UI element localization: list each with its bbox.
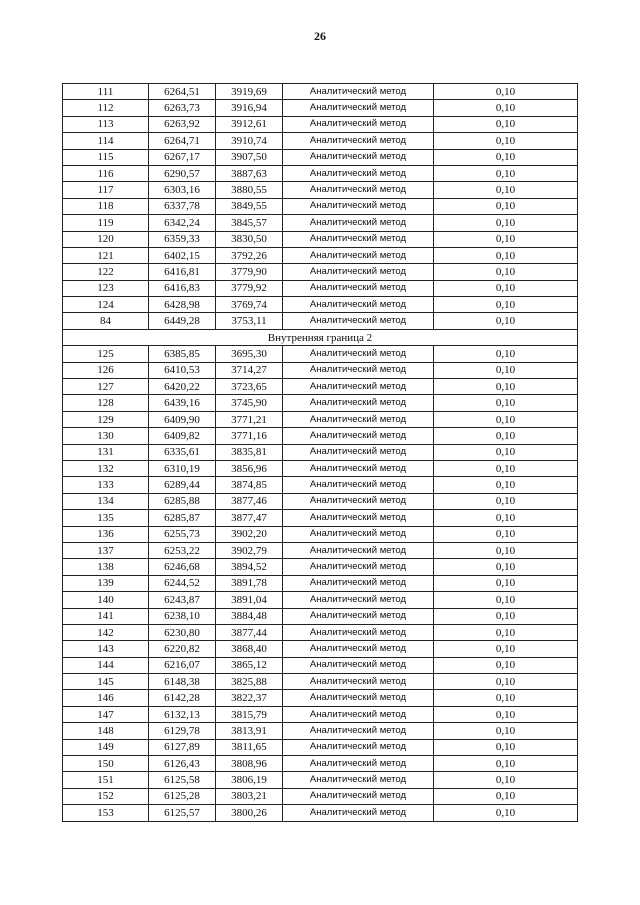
x-coordinate-cell: 6132,13 — [149, 706, 216, 722]
accuracy-cell: 0,10 — [434, 526, 578, 542]
x-coordinate-cell: 6126,43 — [149, 756, 216, 772]
accuracy-cell: 0,10 — [434, 674, 578, 690]
table-row — [63, 395, 578, 411]
point-number-cell: 148 — [63, 723, 149, 739]
x-coordinate-cell: 6230,80 — [149, 624, 216, 640]
table-row — [63, 297, 578, 313]
x-coordinate-cell: 6253,22 — [149, 542, 216, 558]
method-cell: Аналитический метод — [283, 100, 434, 116]
accuracy-cell: 0,10 — [434, 346, 578, 362]
coordinates-table — [62, 83, 578, 822]
method-cell: Аналитический метод — [283, 526, 434, 542]
x-coordinate-cell: 6263,73 — [149, 100, 216, 116]
y-coordinate-cell: 3822,37 — [216, 690, 283, 706]
table-row — [63, 723, 578, 739]
method-cell: Аналитический метод — [283, 182, 434, 198]
x-coordinate-cell: 6125,28 — [149, 788, 216, 804]
section-title: Внутренняя граница 2 — [63, 329, 578, 345]
point-number-cell: 136 — [63, 526, 149, 542]
y-coordinate-cell: 3902,20 — [216, 526, 283, 542]
table-row — [63, 313, 578, 329]
x-coordinate-cell: 6216,07 — [149, 657, 216, 673]
table-row — [63, 411, 578, 427]
accuracy-cell: 0,10 — [434, 477, 578, 493]
x-coordinate-cell: 6246,68 — [149, 559, 216, 575]
accuracy-cell: 0,10 — [434, 542, 578, 558]
point-number-cell: 130 — [63, 428, 149, 444]
accuracy-cell: 0,10 — [434, 592, 578, 608]
table-row — [63, 198, 578, 214]
y-coordinate-cell: 3887,63 — [216, 165, 283, 181]
y-coordinate-cell: 3912,61 — [216, 116, 283, 132]
accuracy-cell: 0,10 — [434, 641, 578, 657]
x-coordinate-cell: 6335,61 — [149, 444, 216, 460]
accuracy-cell: 0,10 — [434, 116, 578, 132]
point-number-cell: 118 — [63, 198, 149, 214]
accuracy-cell: 0,10 — [434, 444, 578, 460]
table-row — [63, 116, 578, 132]
method-cell: Аналитический метод — [283, 493, 434, 509]
x-coordinate-cell: 6244,52 — [149, 575, 216, 591]
table-row — [63, 428, 578, 444]
table-row — [63, 460, 578, 476]
method-cell: Аналитический метод — [283, 756, 434, 772]
point-number-cell: 142 — [63, 624, 149, 640]
method-cell: Аналитический метод — [283, 116, 434, 132]
x-coordinate-cell: 6449,28 — [149, 313, 216, 329]
accuracy-cell: 0,10 — [434, 198, 578, 214]
y-coordinate-cell: 3813,91 — [216, 723, 283, 739]
table-row — [63, 362, 578, 378]
point-number-cell: 151 — [63, 772, 149, 788]
x-coordinate-cell: 6125,57 — [149, 805, 216, 821]
point-number-cell: 111 — [63, 84, 149, 100]
table-row — [63, 477, 578, 493]
method-cell: Аналитический метод — [283, 411, 434, 427]
method-cell: Аналитический метод — [283, 477, 434, 493]
point-number-cell: 147 — [63, 706, 149, 722]
method-cell: Аналитический метод — [283, 165, 434, 181]
method-cell: Аналитический метод — [283, 559, 434, 575]
method-cell: Аналитический метод — [283, 395, 434, 411]
accuracy-cell: 0,10 — [434, 182, 578, 198]
x-coordinate-cell: 6129,78 — [149, 723, 216, 739]
accuracy-cell: 0,10 — [434, 706, 578, 722]
accuracy-cell: 0,10 — [434, 149, 578, 165]
table-row — [63, 559, 578, 575]
method-cell: Аналитический метод — [283, 624, 434, 640]
x-coordinate-cell: 6243,87 — [149, 592, 216, 608]
method-cell: Аналитический метод — [283, 149, 434, 165]
table-row — [63, 690, 578, 706]
y-coordinate-cell: 3803,21 — [216, 788, 283, 804]
x-coordinate-cell: 6359,33 — [149, 231, 216, 247]
method-cell: Аналитический метод — [283, 428, 434, 444]
y-coordinate-cell: 3800,26 — [216, 805, 283, 821]
y-coordinate-cell: 3806,19 — [216, 772, 283, 788]
y-coordinate-cell: 3910,74 — [216, 133, 283, 149]
accuracy-cell: 0,10 — [434, 395, 578, 411]
point-number-cell: 114 — [63, 133, 149, 149]
accuracy-cell: 0,10 — [434, 231, 578, 247]
point-number-cell: 149 — [63, 739, 149, 755]
method-cell: Аналитический метод — [283, 444, 434, 460]
page-number: 26 — [314, 29, 326, 43]
y-coordinate-cell: 3825,88 — [216, 674, 283, 690]
method-cell: Аналитический метод — [283, 657, 434, 673]
accuracy-cell: 0,10 — [434, 215, 578, 231]
method-cell: Аналитический метод — [283, 674, 434, 690]
method-cell: Аналитический метод — [283, 706, 434, 722]
point-number-cell: 135 — [63, 510, 149, 526]
y-coordinate-cell: 3779,90 — [216, 264, 283, 280]
y-coordinate-cell: 3919,69 — [216, 84, 283, 100]
x-coordinate-cell: 6263,92 — [149, 116, 216, 132]
accuracy-cell: 0,10 — [434, 510, 578, 526]
table-row — [63, 149, 578, 165]
point-number-cell: 137 — [63, 542, 149, 558]
accuracy-cell: 0,10 — [434, 690, 578, 706]
y-coordinate-cell: 3880,55 — [216, 182, 283, 198]
accuracy-cell: 0,10 — [434, 247, 578, 263]
point-number-cell: 132 — [63, 460, 149, 476]
x-coordinate-cell: 6410,53 — [149, 362, 216, 378]
y-coordinate-cell: 3714,27 — [216, 362, 283, 378]
point-number-cell: 119 — [63, 215, 149, 231]
accuracy-cell: 0,10 — [434, 772, 578, 788]
x-coordinate-cell: 6428,98 — [149, 297, 216, 313]
x-coordinate-cell: 6342,24 — [149, 215, 216, 231]
table-row — [63, 182, 578, 198]
point-number-cell: 133 — [63, 477, 149, 493]
x-coordinate-cell: 6125,58 — [149, 772, 216, 788]
y-coordinate-cell: 3835,81 — [216, 444, 283, 460]
x-coordinate-cell: 6127,89 — [149, 739, 216, 755]
point-number-cell: 117 — [63, 182, 149, 198]
table-row — [63, 805, 578, 821]
point-number-cell: 129 — [63, 411, 149, 427]
x-coordinate-cell: 6238,10 — [149, 608, 216, 624]
x-coordinate-cell: 6416,81 — [149, 264, 216, 280]
y-coordinate-cell: 3894,52 — [216, 559, 283, 575]
method-cell: Аналитический метод — [283, 592, 434, 608]
point-number-cell: 139 — [63, 575, 149, 591]
accuracy-cell: 0,10 — [434, 165, 578, 181]
y-coordinate-cell: 3884,48 — [216, 608, 283, 624]
table-row — [63, 575, 578, 591]
y-coordinate-cell: 3916,94 — [216, 100, 283, 116]
x-coordinate-cell: 6285,87 — [149, 510, 216, 526]
accuracy-cell: 0,10 — [434, 493, 578, 509]
x-coordinate-cell: 6290,57 — [149, 165, 216, 181]
accuracy-cell: 0,10 — [434, 297, 578, 313]
y-coordinate-cell: 3891,04 — [216, 592, 283, 608]
y-coordinate-cell: 3771,21 — [216, 411, 283, 427]
y-coordinate-cell: 3845,57 — [216, 215, 283, 231]
point-number-cell: 126 — [63, 362, 149, 378]
y-coordinate-cell: 3771,16 — [216, 428, 283, 444]
table-row — [63, 100, 578, 116]
point-number-cell: 150 — [63, 756, 149, 772]
method-cell: Аналитический метод — [283, 280, 434, 296]
y-coordinate-cell: 3868,40 — [216, 641, 283, 657]
accuracy-cell: 0,10 — [434, 411, 578, 427]
table-row — [63, 608, 578, 624]
x-coordinate-cell: 6264,51 — [149, 84, 216, 100]
method-cell: Аналитический метод — [283, 690, 434, 706]
table-row — [63, 592, 578, 608]
table-row — [63, 674, 578, 690]
x-coordinate-cell: 6402,15 — [149, 247, 216, 263]
accuracy-cell: 0,10 — [434, 100, 578, 116]
point-number-cell: 138 — [63, 559, 149, 575]
table-row — [63, 215, 578, 231]
method-cell: Аналитический метод — [283, 723, 434, 739]
x-coordinate-cell: 6409,82 — [149, 428, 216, 444]
y-coordinate-cell: 3877,47 — [216, 510, 283, 526]
method-cell: Аналитический метод — [283, 264, 434, 280]
method-cell: Аналитический метод — [283, 788, 434, 804]
point-number-cell: 113 — [63, 116, 149, 132]
x-coordinate-cell: 6289,44 — [149, 477, 216, 493]
y-coordinate-cell: 3856,96 — [216, 460, 283, 476]
method-cell: Аналитический метод — [283, 608, 434, 624]
point-number-cell: 144 — [63, 657, 149, 673]
y-coordinate-cell: 3695,30 — [216, 346, 283, 362]
y-coordinate-cell: 3811,65 — [216, 739, 283, 755]
x-coordinate-cell: 6264,71 — [149, 133, 216, 149]
method-cell: Аналитический метод — [283, 297, 434, 313]
point-number-cell: 127 — [63, 379, 149, 395]
table-row — [63, 788, 578, 804]
y-coordinate-cell: 3792,26 — [216, 247, 283, 263]
table-row — [63, 444, 578, 460]
method-cell: Аналитический метод — [283, 460, 434, 476]
accuracy-cell: 0,10 — [434, 362, 578, 378]
accuracy-cell: 0,10 — [434, 559, 578, 575]
accuracy-cell: 0,10 — [434, 788, 578, 804]
accuracy-cell: 0,10 — [434, 723, 578, 739]
table-row — [63, 542, 578, 558]
table-row — [63, 165, 578, 181]
table-row — [63, 706, 578, 722]
accuracy-cell: 0,10 — [434, 657, 578, 673]
y-coordinate-cell: 3815,79 — [216, 706, 283, 722]
method-cell: Аналитический метод — [283, 739, 434, 755]
table-row — [63, 493, 578, 509]
point-number-cell: 122 — [63, 264, 149, 280]
x-coordinate-cell: 6303,16 — [149, 182, 216, 198]
table-row — [63, 657, 578, 673]
table-row — [63, 346, 578, 362]
point-number-cell: 140 — [63, 592, 149, 608]
point-number-cell: 141 — [63, 608, 149, 624]
point-number-cell: 152 — [63, 788, 149, 804]
point-number-cell: 146 — [63, 690, 149, 706]
method-cell: Аналитический метод — [283, 641, 434, 657]
accuracy-cell: 0,10 — [434, 84, 578, 100]
table-row — [63, 247, 578, 263]
method-cell: Аналитический метод — [283, 198, 434, 214]
y-coordinate-cell: 3779,92 — [216, 280, 283, 296]
y-coordinate-cell: 3723,65 — [216, 379, 283, 395]
method-cell: Аналитический метод — [283, 805, 434, 821]
method-cell: Аналитический метод — [283, 84, 434, 100]
table-row — [63, 264, 578, 280]
point-number-cell: 112 — [63, 100, 149, 116]
table-row — [63, 510, 578, 526]
x-coordinate-cell: 6439,16 — [149, 395, 216, 411]
accuracy-cell: 0,10 — [434, 739, 578, 755]
y-coordinate-cell: 3865,12 — [216, 657, 283, 673]
x-coordinate-cell: 6420,22 — [149, 379, 216, 395]
x-coordinate-cell: 6148,38 — [149, 674, 216, 690]
y-coordinate-cell: 3808,96 — [216, 756, 283, 772]
point-number-cell: 145 — [63, 674, 149, 690]
table-row — [63, 280, 578, 296]
table-row — [63, 772, 578, 788]
table-row — [63, 231, 578, 247]
accuracy-cell: 0,10 — [434, 428, 578, 444]
point-number-cell: 120 — [63, 231, 149, 247]
table-row — [63, 641, 578, 657]
y-coordinate-cell: 3830,50 — [216, 231, 283, 247]
table-row — [63, 739, 578, 755]
x-coordinate-cell: 6385,85 — [149, 346, 216, 362]
point-number-cell: 116 — [63, 165, 149, 181]
method-cell: Аналитический метод — [283, 542, 434, 558]
point-number-cell: 134 — [63, 493, 149, 509]
x-coordinate-cell: 6255,73 — [149, 526, 216, 542]
point-number-cell: 125 — [63, 346, 149, 362]
table-row — [63, 133, 578, 149]
x-coordinate-cell: 6337,78 — [149, 198, 216, 214]
table-row — [63, 379, 578, 395]
accuracy-cell: 0,10 — [434, 133, 578, 149]
x-coordinate-cell: 6285,88 — [149, 493, 216, 509]
x-coordinate-cell: 6416,83 — [149, 280, 216, 296]
method-cell: Аналитический метод — [283, 362, 434, 378]
y-coordinate-cell: 3769,74 — [216, 297, 283, 313]
method-cell: Аналитический метод — [283, 772, 434, 788]
accuracy-cell: 0,10 — [434, 624, 578, 640]
method-cell: Аналитический метод — [283, 510, 434, 526]
y-coordinate-cell: 3877,44 — [216, 624, 283, 640]
point-number-cell: 131 — [63, 444, 149, 460]
y-coordinate-cell: 3902,79 — [216, 542, 283, 558]
accuracy-cell: 0,10 — [434, 313, 578, 329]
point-number-cell: 143 — [63, 641, 149, 657]
x-coordinate-cell: 6220,82 — [149, 641, 216, 657]
x-coordinate-cell: 6267,17 — [149, 149, 216, 165]
y-coordinate-cell: 3877,46 — [216, 493, 283, 509]
y-coordinate-cell: 3891,78 — [216, 575, 283, 591]
method-cell: Аналитический метод — [283, 215, 434, 231]
accuracy-cell: 0,10 — [434, 608, 578, 624]
y-coordinate-cell: 3745,90 — [216, 395, 283, 411]
method-cell: Аналитический метод — [283, 231, 434, 247]
table-row — [63, 756, 578, 772]
method-cell: Аналитический метод — [283, 346, 434, 362]
accuracy-cell: 0,10 — [434, 379, 578, 395]
point-number-cell: 123 — [63, 280, 149, 296]
method-cell: Аналитический метод — [283, 313, 434, 329]
point-number-cell: 128 — [63, 395, 149, 411]
point-number-cell: 124 — [63, 297, 149, 313]
x-coordinate-cell: 6409,90 — [149, 411, 216, 427]
table-row — [63, 84, 578, 100]
table-row — [63, 526, 578, 542]
y-coordinate-cell: 3849,55 — [216, 198, 283, 214]
y-coordinate-cell: 3753,11 — [216, 313, 283, 329]
coordinates-table-body — [63, 84, 578, 822]
x-coordinate-cell: 6142,28 — [149, 690, 216, 706]
accuracy-cell: 0,10 — [434, 756, 578, 772]
method-cell: Аналитический метод — [283, 575, 434, 591]
accuracy-cell: 0,10 — [434, 264, 578, 280]
y-coordinate-cell: 3907,50 — [216, 149, 283, 165]
method-cell: Аналитический метод — [283, 133, 434, 149]
accuracy-cell: 0,10 — [434, 575, 578, 591]
accuracy-cell: 0,10 — [434, 805, 578, 821]
accuracy-cell: 0,10 — [434, 280, 578, 296]
point-number-cell: 153 — [63, 805, 149, 821]
accuracy-cell: 0,10 — [434, 460, 578, 476]
table-row — [63, 624, 578, 640]
y-coordinate-cell: 3874,85 — [216, 477, 283, 493]
x-coordinate-cell: 6310,19 — [149, 460, 216, 476]
section-title-row — [63, 329, 578, 345]
point-number-cell: 115 — [63, 149, 149, 165]
point-number-cell: 84 — [63, 313, 149, 329]
method-cell: Аналитический метод — [283, 379, 434, 395]
point-number-cell: 121 — [63, 247, 149, 263]
method-cell: Аналитический метод — [283, 247, 434, 263]
